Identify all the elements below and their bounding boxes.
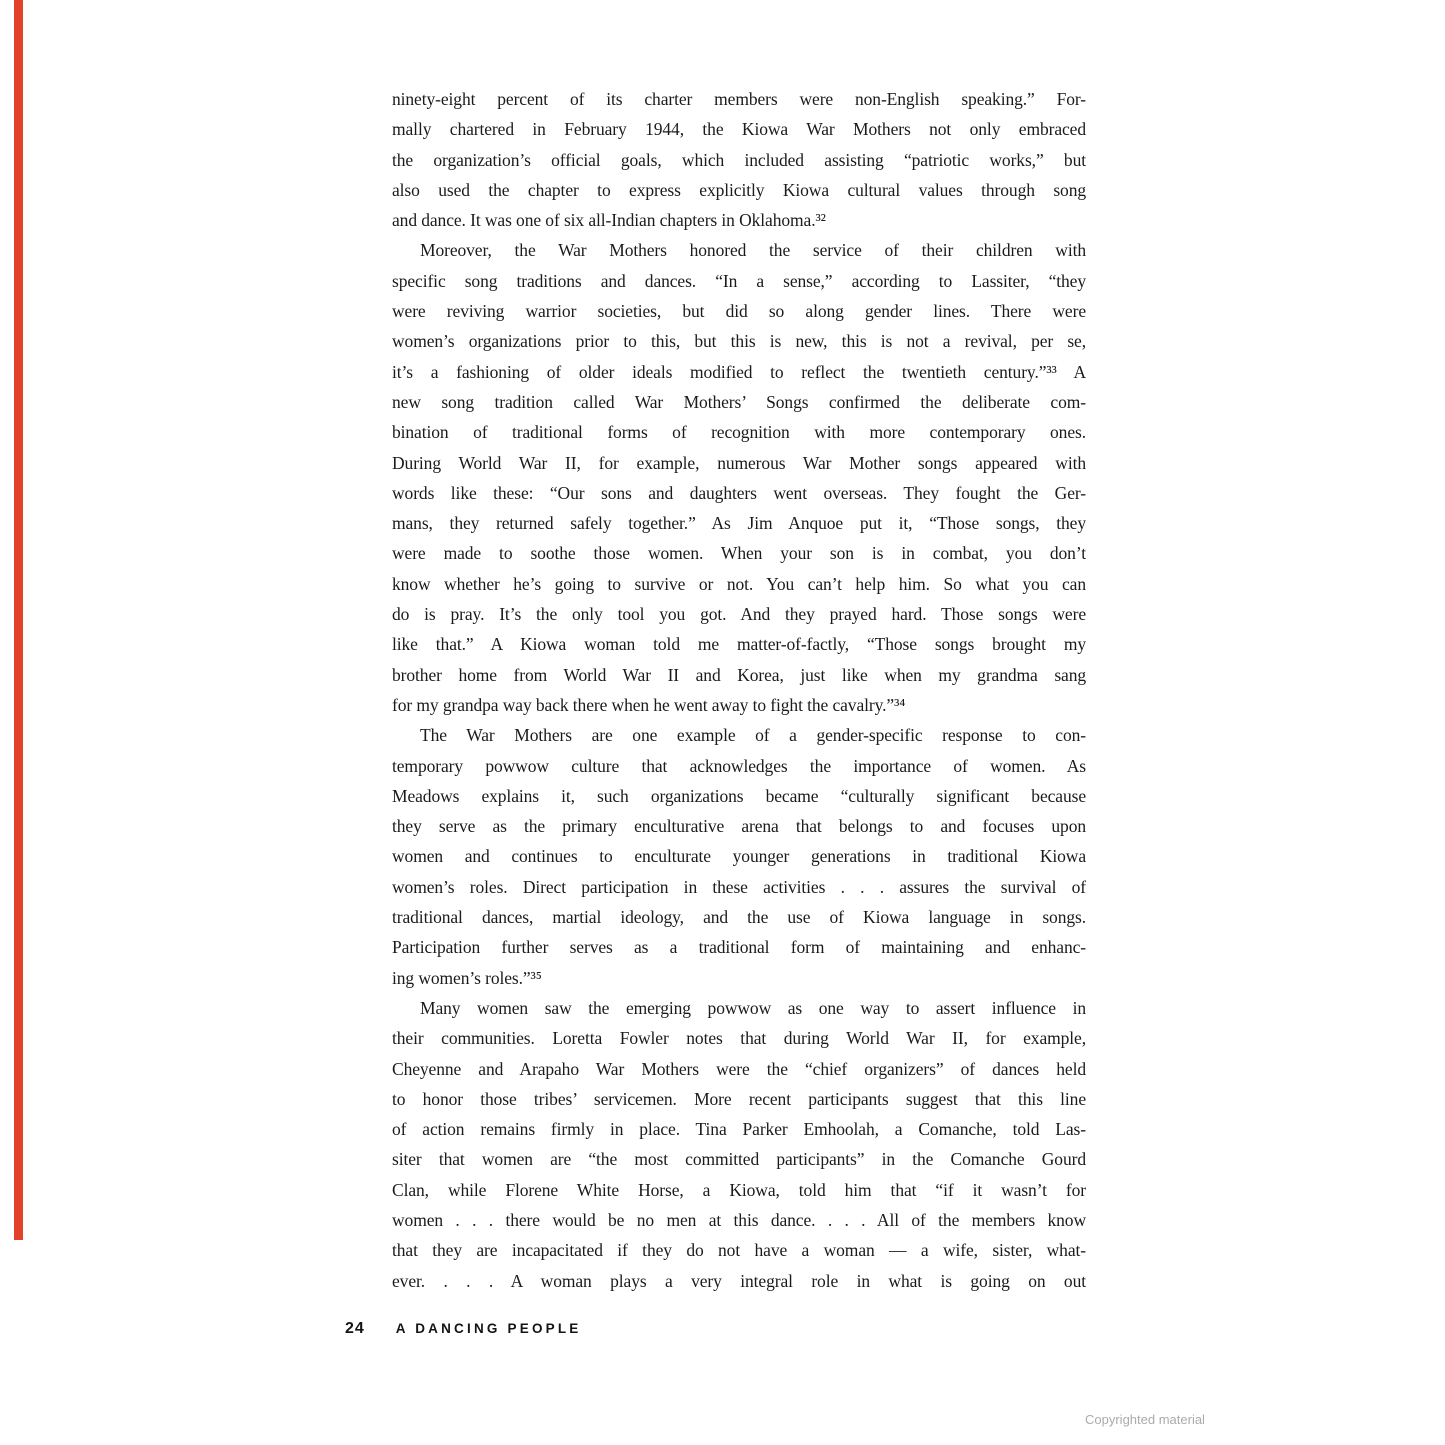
text-line: were reviving warrior societies, but did so along gender lines. There were [392, 301, 1086, 322]
page-footer [345, 1320, 945, 1338]
text-line: ninety-eight percent of its charter members were non-English speaking.” For- [392, 89, 1086, 109]
text-line: words like these: “Our sons and daughters went overseas. They fought the Ger- [392, 482, 1086, 503]
text-line: the organization’s official goals, which included assisting “patriotic works,” but [392, 149, 1086, 170]
text-block [392, 84, 1086, 1296]
text-line: know whether he’s going to survive or not. You can’t help him. So what you can [392, 573, 1086, 594]
text-line: new song tradition called War Mothers’ Songs confirmed the deliberate com- [392, 391, 1086, 412]
text-line: mally chartered in February 1944, the Kiowa War Mothers not only embraced [392, 119, 1086, 140]
text-line: women . . . there would be no men at this dance. . . . All of the members know [392, 1209, 1086, 1230]
text-line: ever. . . . A woman plays a very integral role in what is going on out [392, 1270, 1086, 1291]
text-line: were made to soothe those women. When your son is in combat, you don’t [392, 543, 1086, 564]
text-line: Moreover, the War Mothers honored the service of their children with [420, 240, 1086, 261]
text-line: women’s organizations prior to this, but this is new, this is not a revival, per se, [392, 331, 1086, 352]
text-line: Meadows explains it, such organizations became “culturally significant because [392, 785, 1086, 806]
text-line: of action remains firmly in place. Tina Parker Emhoolah, a Comanche, told Las- [392, 1119, 1086, 1140]
copyright-watermark: Copyrighted material [1085, 1412, 1205, 1427]
text-line: Clan, while Florene White Horse, a Kiowa, told him that “if it wasn’t for [392, 1179, 1086, 1200]
text-line: Cheyenne and Arapaho War Mothers were the “chief organizers” of dances held [392, 1058, 1086, 1079]
text-line: Many women saw the emerging powwow as one way to assert influence in [420, 997, 1086, 1018]
running-title: A DANCING PEOPLE [395, 1321, 582, 1336]
text-line: specific song traditions and dances. “In a sense,” according to Lassiter, “they [392, 270, 1086, 291]
text-line: that they are incapacitated if they do not have a woman — a wife, sister, what- [392, 1240, 1086, 1261]
text-line: like that.” A Kiowa woman told me matter-of-factly, “Those songs brought my [392, 634, 1086, 655]
text-line: to honor those tribes’ servicemen. More recent participants suggest that this line [392, 1088, 1086, 1109]
text-line: bination of traditional forms of recognition with more contemporary ones. [392, 422, 1086, 443]
text-line: During World War II, for example, numerous War Mother songs appeared with [392, 452, 1086, 473]
text-line: also used the chapter to express explicitly Kiowa cultural values through song [392, 179, 1086, 200]
text-line: women’s roles. Direct participation in these activities . . . assures the survival of [392, 876, 1086, 897]
text-line: traditional dances, martial ideology, and the use of Kiowa language in songs. [392, 907, 1086, 928]
text-line: and dance. It was one of six all-Indian chapters in Oklahoma.³² [392, 210, 826, 231]
text-line: siter that women are “the most committed participants” in the Comanche Gourd [392, 1149, 1086, 1170]
text-line: brother home from World War II and Korea, just like when my grandma sang [392, 664, 1086, 685]
text-line: it’s a fashioning of older ideals modified to reflect the twentieth century.”³³ A [392, 361, 1086, 382]
text-line: The War Mothers are one example of a gender-specific response to con- [420, 725, 1086, 746]
text-line: mans, they returned safely together.” As Jim Anquoe put it, “Those songs, they [392, 513, 1086, 534]
text-line: they serve as the primary enculturative arena that belongs to and focuses upon [392, 816, 1086, 837]
left-accent-stripe [14, 0, 23, 1240]
text-line: temporary powwow culture that acknowledges the importance of women. As [392, 755, 1086, 776]
text-line: their communities. Loretta Fowler notes that during World War II, for example, [392, 1028, 1086, 1049]
text-line: women and continues to enculturate younger generations in traditional Kiowa [392, 846, 1086, 867]
text-line: ing women’s roles.”³⁵ [392, 967, 542, 988]
text-line: Participation further serves as a traditional form of maintaining and enhanc- [392, 937, 1086, 958]
text-line: for my grandpa way back there when he went away to fight the cavalry.”³⁴ [392, 694, 906, 715]
page-number: 24 [345, 1320, 365, 1337]
text-line: do is pray. It’s the only tool you got. And they prayed hard. Those songs were [392, 604, 1086, 625]
